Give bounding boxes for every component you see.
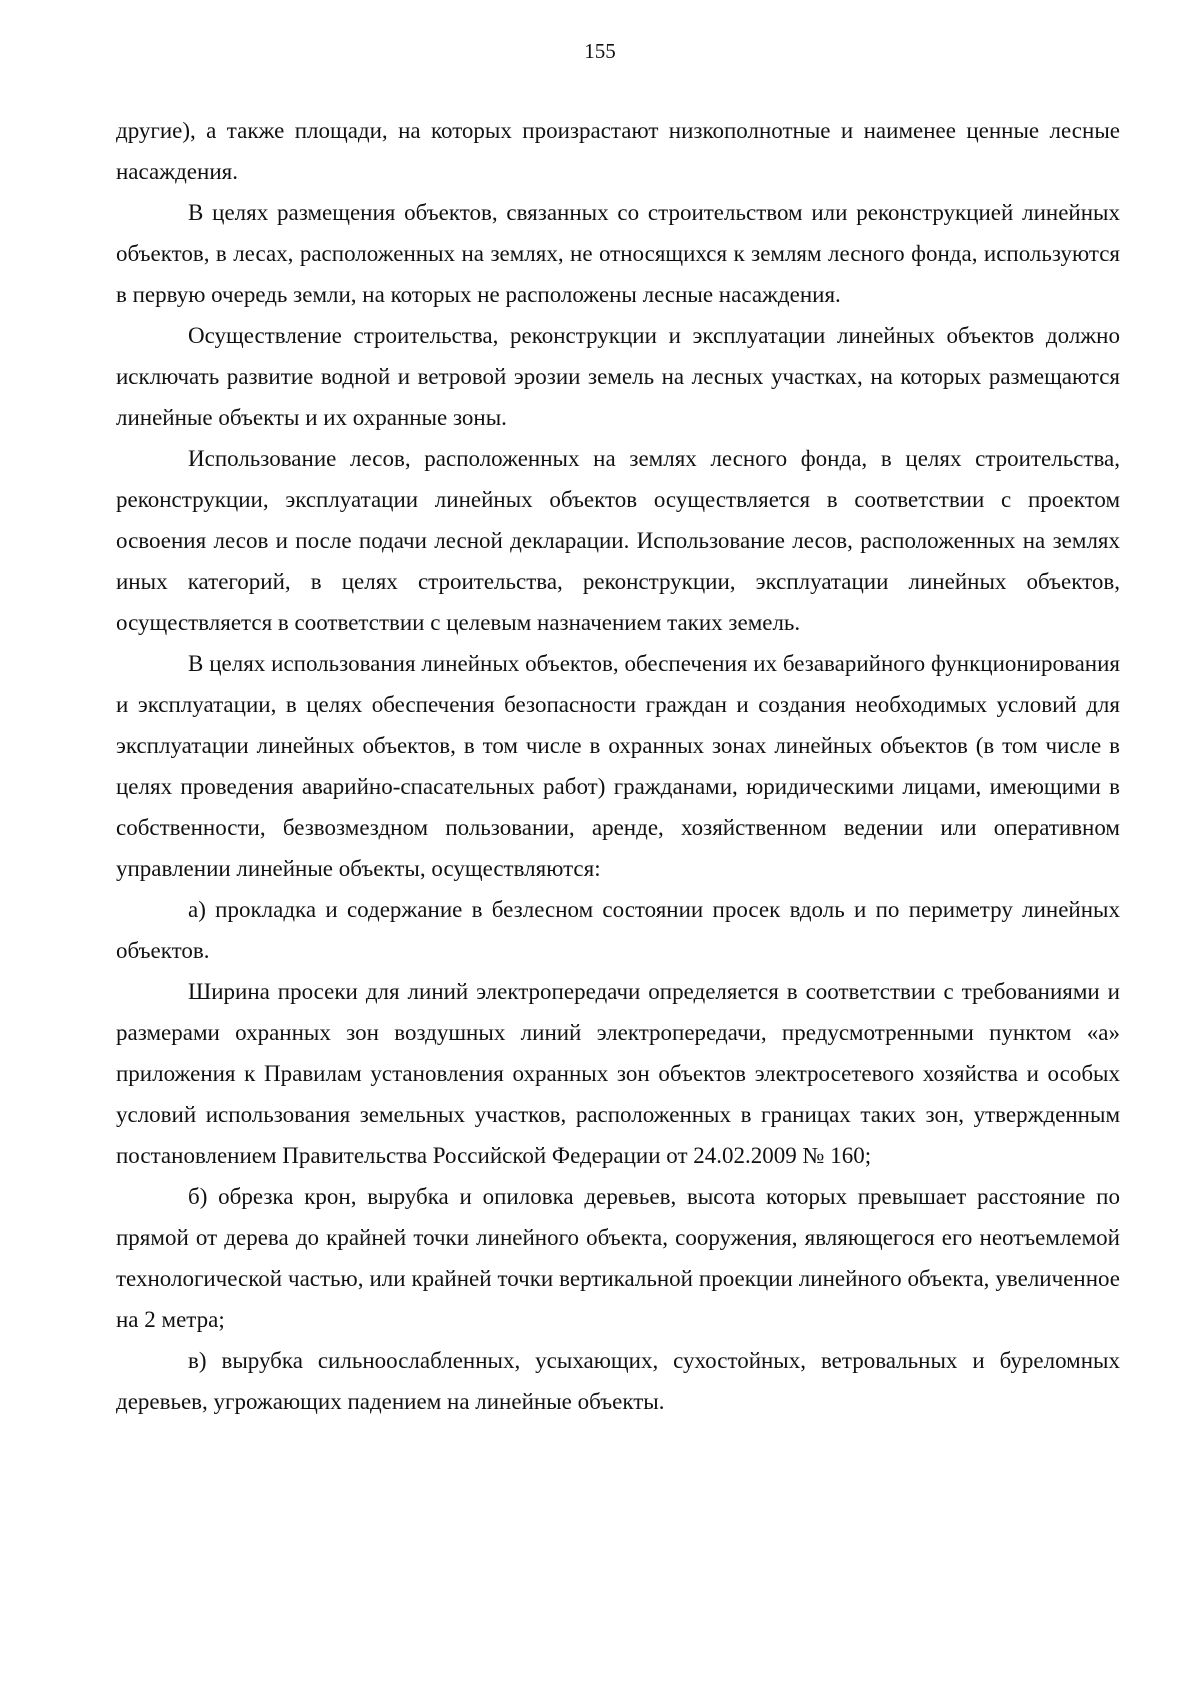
list-item-v: в) вырубка сильноослабленных, усыхающих, сухостойных, ветровальных и буреломных деревьев, угрожающих падением на линейные объекты. [116,1348,1120,1414]
paragraph-forest-use: Использование лесов, расположенных на землях лесного фонда, в целях строительства, реконструкции, эксплуатации линейных объектов осуществляется в соответствии с проектом освоения лесов и после подачи лесной декларации. Использование лесов, расположенных на землях иных категорий, в целях строительства, реконструкции, эксплуатации линейных объектов, осуществляется в соответствии с целевым назначением таких земель. [116,446,1120,635]
page-number: 155 [584,39,616,63]
paragraph-linear-objects: В целях использования линейных объектов, обеспечения их безаварийного функционирования и эксплуатации, в целях обеспечения безопасности граждан и создания необходимых условий для эксплуатации линейных объектов, в том числе в охранных зонах линейных объектов (в том числе в целях проведения аварийно-спасательных работ) гражданами, юридическими лицами, имеющими в собственности, безвозмездном пользовании, аренде, хозяйственном ведении или оперативном управлении линейные объекты, осуществляются: [116,651,1120,881]
paragraph-erosion: Осуществление строительства, реконструкции и эксплуатации линейных объектов должно исключать развитие водной и ветровой эрозии земель на лесных участках, на которых размещаются линейные объекты и их охранные зоны. [116,323,1120,430]
list-item-a: а) прокладка и содержание в безлесном состоянии просек вдоль и по периметру линейных объектов. [116,897,1120,963]
paragraph-clearing-width: Ширина просеки для линий электропередачи определяется в соответствии с требованиями и размерами охранных зон воздушных линий электропередачи, предусмотренными пунктом «а» приложения к Правилам установления охранных зон объектов электросетевого хозяйства и особых условий использования земельных участков, расположенных в границах таких зон, утвержденным постановлением Правительства Российской Федерации от 24.02.2009 № 160; [116,979,1120,1168]
body-text [116,110,1120,1422]
list-item-b: б) обрезка крон, вырубка и опиловка деревьев, высота которых превышает расстояние по прямой от дерева до крайней точки линейного объекта, сооружения, являющегося его неотъемлемой технологической частью, или крайней точки вертикальной проекции линейного объекта, увеличенное на 2 метра; [116,1184,1120,1332]
paragraph-forest-placement: В целях размещения объектов, связанных со строительством или реконструкцией линейных объектов, в лесах, расположенных на землях, не относящихся к землям лесного фонда, используются в первую очередь земли, на которых не расположены лесные насаждения. [116,200,1120,307]
paragraph-continuation: другие), а также площади, на которых произрастают низкополнотные и наименее ценные лесные насаждения. [116,118,1120,184]
